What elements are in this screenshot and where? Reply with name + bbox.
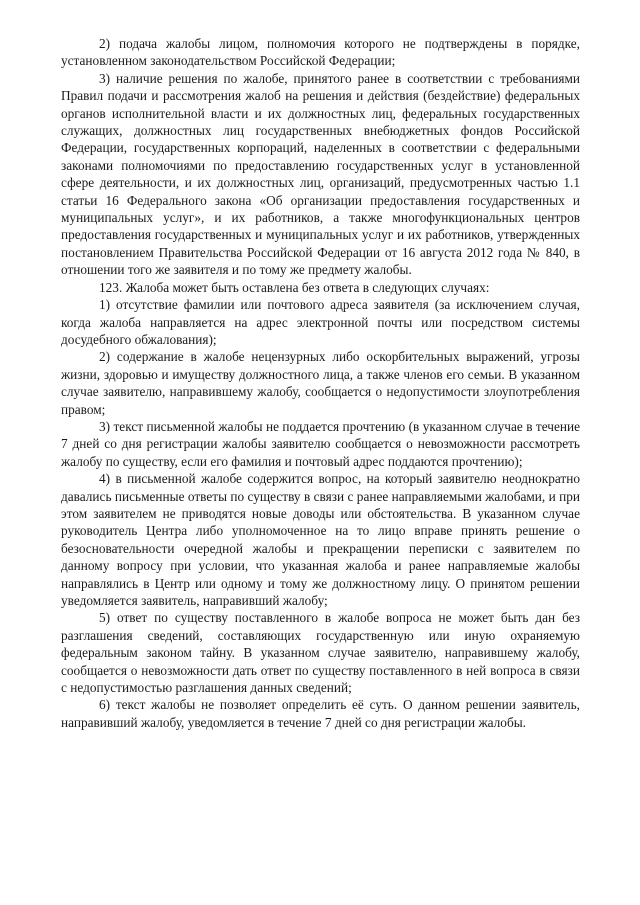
document-body bbox=[61, 35, 580, 731]
paragraph-case-4: 4) в письменной жалобе содержится вопрос, на который заявителю неоднократно давались письменные ответы по существу в связи с ранее направляемыми жалобами, и при этом заявителем не приводятся новые доводы или обстоятельства. В указанном случае руководитель Центра либо уполномоченное на то лицо вправе принять решение о безосновательности очередной жалобы и прекращении переписки с заявителем по данному вопросу при условии, что указанная жалоба и ранее направляемые жалобы направлялись в Центр или одному и тому же должностному лицу. О принятом решении уведомляется заявитель, направивший жалобу; bbox=[61, 471, 580, 608]
paragraph-item-3: 3) наличие решения по жалобе, принятого ранее в соответствии с требованиями Правил подачи и рассмотрения жалоб на решения и действия (бездействие) федеральных органов исполнительной власти и их должностных лиц, федеральных государственных служащих, должностных лиц государственных внебюджетных фондов Российской Федерации, государственных корпораций, наделенных в соответствии с федеральными законами полномочиями по предоставлению государственных услуг в установленной сфере деятельности, и их должностных лиц, организаций, предусмотренных частью 1.1 статьи 16 Федерального закона «Об организации предоставления государственных и муниципальных услуг», и их работников, а также многофункциональных центров предоставления государственных и муниципальных услуг и их работников, утвержденных постановлением Правительства Российской Федерации от 16 августа 2012 года № 840, в отношении того же заявителя и по тому же предмету жалобы. bbox=[61, 70, 580, 278]
paragraph-case-2: 2) содержание в жалобе нецензурных либо оскорбительных выражений, угрозы жизни, здоровью и имуществу должностного лица, а также членов его семьи. В указанном случае заявителю, направившему жалобу, сообщается о недопустимости злоупотребления правом; bbox=[61, 349, 580, 417]
paragraph-clause-123: 123. Жалоба может быть оставлена без ответа в следующих случаях: bbox=[99, 279, 490, 295]
paragraph-case-6: 6) текст жалобы не позволяет определить её суть. О данном решении заявитель, направивший жалобу, уведомляется в течение 7 дней со дня регистрации жалобы. bbox=[61, 697, 580, 730]
paragraph-case-5: 5) ответ по существу поставленного в жалобе вопроса не может быть дан без разглашения сведений, составляющих государственную или иную охраняемую федеральным законом тайну. В указанном случае заявителю, направившему жалобу, сообщается о невозможности дать ответ по существу поставленного в ней вопроса в связи с недопустимостью разглашения данных сведений; bbox=[61, 610, 580, 696]
paragraph-case-3: 3) текст письменной жалобы не поддается прочтению (в указанном случае в течение 7 дней со дня регистрации жалобы заявителю сообщается о невозможности рассмотреть жалобу по существу, если его фамилия и почтовый адрес поддаются прочтению); bbox=[61, 418, 580, 469]
paragraph-case-1: 1) отсутствие фамилии или почтового адреса заявителя (за исключением случая, когда жалоба направляется на адрес электронной почты или посредством системы досудебного обжалования); bbox=[61, 297, 580, 347]
paragraph-item-2: 2) подача жалобы лицом, полномочия которого не подтверждены в порядке, установленном законодательством Российской Федерации; bbox=[61, 36, 580, 69]
